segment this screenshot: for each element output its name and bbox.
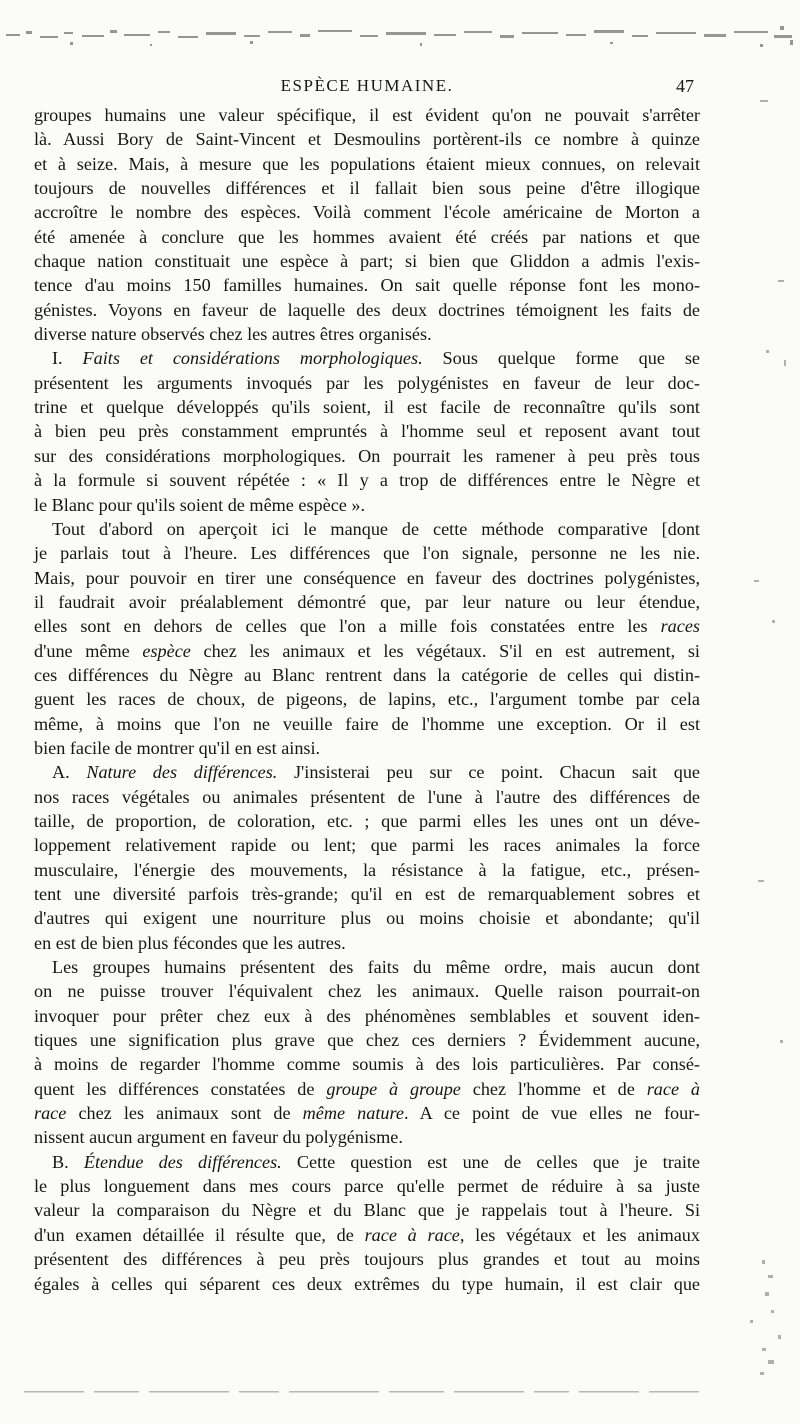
text-line: bien facile de montrer qu'il en est ainsi. — [34, 737, 321, 758]
text-line: nissent aucun argument en faveur du polygénisme. — [34, 1127, 403, 1148]
text-line: ces différences du Nègre au Blanc rentrent dans la catégorie de celles qui distin- — [34, 664, 700, 685]
text-line: il faudrait avoir préalablement démontré que, par leur nature ou leur étendue, — [34, 591, 700, 612]
text-line: Les groupes humains présentent des faits du même ordre, mais aucun dont — [52, 957, 700, 978]
text-line: le plus longuement dans mes cours parce qu'elle permet de réduire à sa juste — [34, 1176, 700, 1197]
text-line: toujours de nouvelles différences et il fallait bien sous peine d'être illogique — [34, 178, 700, 199]
text-line: le Blanc pour qu'ils soient de même espèce ». — [34, 494, 366, 515]
text-line: à bien peu près constamment empruntés à l'homme seul et reposent avant tout — [34, 421, 700, 442]
text-line: quent les différences constatées de groupe à groupe chez l'homme et de race à — [34, 1078, 700, 1099]
text-line: là. Aussi Bory de Saint-Vincent et Desmoulins portèrent-ils ce nombre à quinze — [34, 129, 700, 150]
text-line: trine et quelque développés qu'ils soient, il est facile de reconnaître qu'ils sont — [34, 397, 700, 418]
text-line: été amenée à conclure que les hommes avaient été créés par nations et que — [34, 226, 700, 247]
text-line: Tout d'abord on aperçoit ici le manque de cette méthode comparative [dont — [52, 518, 700, 539]
text-line: en est de bien plus fécondes que les autres. — [34, 932, 346, 953]
text-line: Mais, pour pouvoir en tirer une conséquence en faveur des doctrines polygénistes, — [34, 567, 700, 588]
text-line: d'un examen détaillée il résulte que, de race à race, les végétaux et les animaux — [34, 1224, 700, 1245]
text-line: présentent des différences à peu près toujours plus grandes et tout au moins — [34, 1249, 700, 1270]
text-line: génistes. Voyons en faveur de laquelle des deux doctrines témoignent les faits de — [34, 299, 700, 320]
text-line: diverse nature observés chez les autres êtres organisés. — [34, 324, 432, 345]
section-heading-line: A. Nature des différences. J'insisterai peu sur ce point. Chacun sait que — [52, 762, 700, 783]
text-line: on ne puisse trouver l'équivalent chez les animaux. Quelle raison pourrait-on — [34, 981, 700, 1002]
text-line: groupes humains une valeur spécifique, il est évident qu'on ne pouvait s'arrêter — [34, 105, 700, 125]
text-line: présentent les arguments invoqués par les polygénistes en faveur de leur doc- — [34, 372, 700, 393]
text-line: d'une même espèce chez les animaux et les végétaux. S'il en est autrement, si — [34, 640, 700, 661]
text-line: tence d'au moins 150 familles humaines. On sait quelle réponse font les mono- — [34, 275, 700, 296]
text-line: musculaire, l'énergie des mouvements, la résistance à la fatigue, etc., présen- — [34, 859, 700, 880]
text-line: à moins de regarder l'homme comme soumis à des lois particulières. Par consé- — [34, 1054, 700, 1075]
section-heading-line: I. Faits et considérations morphologiques. Sous quelque forme que se — [52, 348, 700, 369]
body-text — [34, 103, 700, 1296]
text-line: chaque nation constituait une espèce à part; si bien que Gliddon a admis l'exis- — [34, 251, 700, 272]
text-line: valeur la comparaison du Nègre et du Blanc que je rappelais tout à l'heure. Si — [34, 1200, 700, 1221]
text-line: accroître le nombre des espèces. Voilà comment l'école américaine de Morton a — [34, 202, 700, 223]
text-line: guent les races de choux, de pigeons, de lapins, etc., l'argument tombe par cela — [34, 689, 700, 710]
top-scan-noise — [0, 22, 800, 52]
text-line: elles sont en dehors de celles que l'on a mille fois constatées entre les races — [34, 616, 700, 637]
text-line: tent une diversité parfois très-grande; qu'il en est de remarquablement sobres et — [34, 884, 700, 904]
text-line: invoquer pour prêter chez eux à des phénomènes semblables et souvent iden- — [34, 1005, 700, 1026]
text-line: je parlais tout à l'heure. Les différences que l'on signale, personne ne les nie. — [34, 543, 700, 564]
text-line: race chez les animaux sont de même nature. A ce point de vue elles ne four- — [34, 1103, 700, 1124]
text-line: nos races végétales ou animales présentent de l'une à l'autre des différences de — [34, 786, 700, 807]
section-heading-line: B. Étendue des différences. Cette question est une de celles que je traite — [52, 1151, 701, 1172]
margin-scan-marks — [738, 60, 800, 1390]
text-line: tiques une signification plus grave que chez ces derniers ? Évidemment aucune, — [34, 1030, 700, 1051]
text-line: sur des considérations morphologiques. On pourrait les ramener à peu près tous — [34, 445, 700, 466]
bottom-scan-noise — [24, 1388, 704, 1396]
running-header — [34, 72, 700, 98]
text-line: d'autres qui exigent une nourriture plus ou moins choisie et abondante; qu'il — [34, 908, 700, 929]
page-number: 47 — [676, 76, 694, 96]
text-line: loppement relativement rapide ou lent; que parmi les races animales la force — [34, 835, 700, 856]
text-line: et à seize. Mais, à mesure que les populations étaient mieux connues, on relevait — [34, 153, 700, 174]
text-line: taille, de proportion, de coloration, etc. ; que parmi elles les unes ont un déve- — [34, 810, 700, 831]
running-title: ESPÈCE HUMAINE. — [280, 76, 454, 95]
text-line: à la formule si souvent répétée : « Il y a trop de différences entre le Nègre et — [34, 470, 700, 491]
text-line: même, à moins que l'on ne veuille faire de l'homme une exception. Or il est — [34, 713, 700, 734]
text-line: égales à celles qui séparent ces deux extrêmes du type humain, il est clair que — [34, 1273, 700, 1294]
